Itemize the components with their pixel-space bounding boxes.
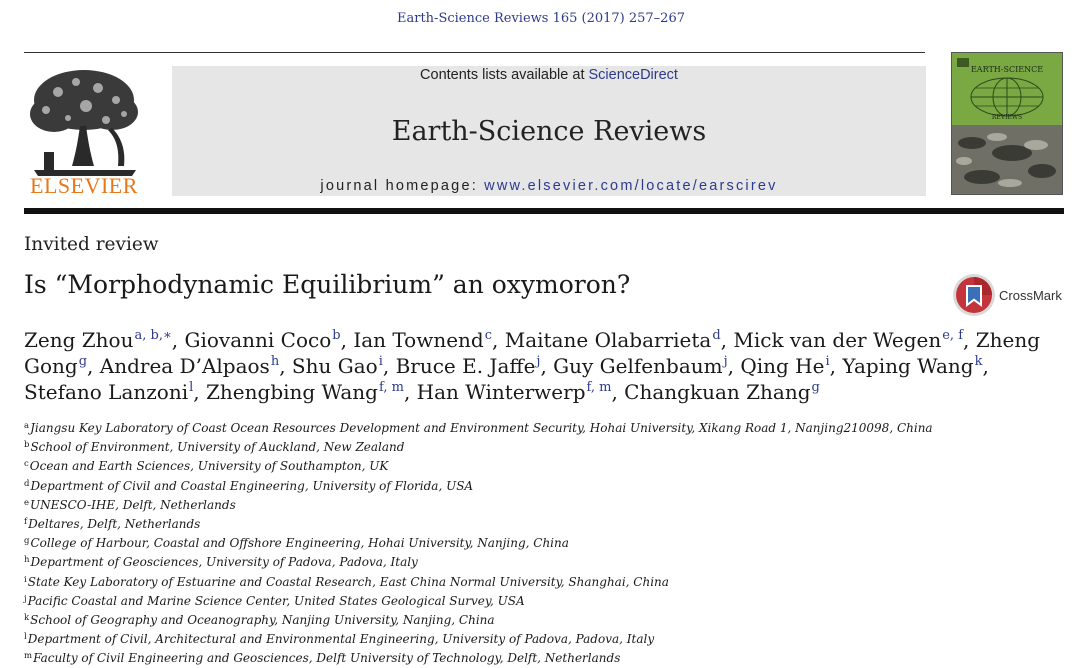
author-name[interactable]: Andrea D’Alpaos	[99, 354, 270, 378]
author-entry	[624, 380, 820, 404]
affiliation-text: Faculty of Civil Engineering and Geosciences, Delft University of Technology, Delft, Netherlands	[33, 651, 621, 666]
affiliation-item	[24, 648, 1064, 667]
journal-banner	[172, 66, 926, 196]
author-name[interactable]: Maitane Olabarrieta	[504, 328, 712, 352]
affiliation-text: Pacific Coastal and Marine Science Center, United States Geological Survey, USA	[27, 593, 525, 608]
author-affiliation-marker[interactable]: k	[974, 354, 983, 369]
affiliation-item	[24, 495, 1064, 514]
affiliation-text: Jiangsu Key Laboratory of Coast Ocean Resources Development and Environment Security, Hohai University, Xikang Road 1, Nanjing210098, China	[30, 421, 933, 435]
author-name[interactable]: Shu Gao	[291, 354, 378, 378]
affiliation-letter: h	[24, 555, 30, 566]
author-name[interactable]: Mick van der Wegen	[733, 328, 942, 352]
affiliation-item	[24, 456, 1064, 475]
affiliation-letter: m	[24, 651, 33, 662]
affiliation-item	[24, 610, 1064, 629]
cover-artwork	[952, 53, 1062, 194]
affiliation-letter: a	[24, 421, 30, 431]
author-list	[24, 327, 1064, 405]
author-separator: ,	[720, 328, 734, 352]
contents-line	[172, 67, 926, 83]
journal-cover-thumbnail[interactable]	[951, 52, 1063, 195]
author-separator: ,	[492, 328, 505, 352]
author-entry	[100, 354, 292, 378]
author-entry	[24, 328, 185, 352]
affiliation-item	[24, 552, 1064, 571]
elsevier-wordmark[interactable]: ELSEVIER	[30, 173, 138, 198]
affiliation-letter: c	[24, 459, 29, 470]
header-thick-rule	[24, 208, 1064, 214]
header-divider	[24, 52, 925, 53]
affiliation-letter: e	[24, 497, 30, 508]
article-title: Is “Morphodynamic Equilibrium” an oxymoron?	[24, 270, 631, 299]
author-separator: ,	[382, 354, 396, 378]
affiliation-text: School of Geography and Oceanography, Nanjing University, Nanjing, China	[30, 613, 495, 628]
cover-title: EARTH-SCIENCE	[970, 65, 1044, 74]
author-name[interactable]: Giovanni Coco	[184, 328, 332, 352]
author-name[interactable]: Guy Gelfenbaum	[553, 354, 723, 378]
author-affiliation-marker[interactable]: h	[270, 354, 280, 369]
cover-subtitle: REVIEWS	[991, 114, 1023, 121]
author-separator: ,	[279, 354, 292, 378]
author-separator: ,	[611, 380, 625, 404]
author-entry	[24, 380, 206, 404]
author-name[interactable]: Qing He	[740, 354, 825, 378]
author-separator: ,	[171, 328, 185, 352]
affiliation-text: School of Environment, University of Auckland, New Zealand	[30, 440, 405, 455]
affiliation-item	[24, 591, 1064, 610]
author-separator: ,	[193, 380, 207, 404]
author-name[interactable]: Zheng Gong	[24, 328, 1041, 378]
article-type: Invited review	[24, 234, 159, 255]
author-name[interactable]: Han Winterwerp	[416, 380, 586, 404]
author-affiliation-marker[interactable]: g	[811, 380, 820, 395]
affiliation-letter: l	[24, 632, 27, 643]
author-entry	[553, 354, 740, 378]
author-affiliation-marker[interactable]: d	[712, 328, 721, 343]
author-affiliation-marker[interactable]: j	[723, 354, 728, 369]
affiliation-letter: i	[24, 574, 27, 585]
author-affiliation-marker[interactable]: a, b,∗	[134, 328, 172, 343]
affiliation-letter: k	[24, 613, 30, 624]
homepage-link[interactable]: www.elsevier.com/locate/earscirev	[484, 178, 778, 194]
affiliation-text: Department of Geosciences, University of Padova, Padova, Italy	[30, 555, 418, 570]
affiliation-text: Department of Civil and Coastal Engineering, University of Florida, USA	[30, 478, 474, 493]
affiliation-text: State Key Laboratory of Estuarine and Coastal Research, East China Normal University, Shanghai, China	[27, 574, 669, 589]
author-entry	[740, 354, 842, 378]
author-entry	[417, 380, 625, 404]
author-entry	[505, 328, 734, 352]
author-name[interactable]: Bruce E. Jaffe	[395, 354, 536, 378]
journal-homepage	[172, 178, 926, 194]
author-separator: ,	[340, 328, 354, 352]
affiliation-item	[24, 572, 1064, 591]
affiliation-text: Department of Civil, Architectural and Environmental Engineering, University of Padova, Padova, Italy	[27, 632, 655, 647]
author-separator: ,	[403, 380, 417, 404]
affiliation-letter: j	[24, 593, 27, 604]
author-separator: ,	[87, 354, 100, 378]
author-entry	[396, 354, 554, 378]
affiliation-text: Ocean and Earth Sciences, University of Southampton, UK	[29, 459, 389, 474]
affiliation-letter: d	[24, 478, 30, 489]
author-entry	[733, 328, 975, 352]
author-separator: ,	[540, 354, 554, 378]
affiliation-item	[24, 514, 1064, 533]
author-affiliation-marker[interactable]: g	[78, 354, 88, 369]
author-affiliation-marker[interactable]: i	[825, 354, 830, 369]
affiliation-text: Deltares, Delft, Netherlands	[28, 517, 201, 532]
author-name[interactable]: Changkuan Zhang	[624, 380, 811, 404]
affiliation-letter: g	[24, 536, 30, 547]
author-affiliation-marker[interactable]: e, f	[942, 328, 964, 343]
crossmark-badge[interactable]	[952, 273, 1070, 321]
author-affiliation-marker[interactable]: l	[189, 380, 194, 395]
author-name[interactable]: Ian Townend	[353, 328, 484, 352]
affiliation-item	[24, 629, 1064, 648]
crossmark-icon	[952, 273, 996, 317]
author-entry	[185, 328, 354, 352]
affiliation-letter: b	[24, 440, 30, 451]
author-name[interactable]: Yaping Wang	[842, 354, 974, 378]
affiliation-text: UNESCO-IHE, Delft, Netherlands	[30, 497, 236, 512]
journal-citation[interactable]: Earth-Science Reviews 165 (2017) 257–267	[397, 11, 685, 26]
author-name[interactable]: Zhengbing Wang	[206, 380, 378, 404]
author-affiliation-marker[interactable]: f, m	[586, 380, 612, 395]
author-affiliation-marker[interactable]: f, m	[378, 380, 404, 395]
author-separator: ,	[829, 354, 843, 378]
author-separator: ,	[982, 354, 989, 378]
author-affiliation-marker[interactable]: i	[378, 354, 383, 369]
crossmark-label: CrossMark	[999, 288, 1062, 303]
author-affiliation-marker[interactable]: b	[332, 328, 341, 343]
homepage-prefix: journal homepage:	[320, 178, 485, 194]
author-entry	[206, 380, 417, 404]
author-separator: ,	[963, 328, 976, 352]
author-name[interactable]: Stefano Lanzoni	[24, 380, 189, 404]
contents-prefix: Contents lists available at	[420, 67, 589, 83]
author-entry	[353, 328, 504, 352]
affiliation-letter: f	[24, 517, 28, 528]
author-entry	[842, 354, 989, 378]
affiliation-text: College of Harbour, Coastal and Offshore Engineering, Hohai University, Nanjing, China	[30, 536, 569, 551]
affiliation-item	[24, 476, 1064, 495]
affiliation-list	[24, 418, 1064, 668]
author-affiliation-marker[interactable]: c	[484, 328, 493, 343]
sciencedirect-link[interactable]: ScienceDirect	[588, 67, 678, 83]
affiliation-item	[24, 533, 1064, 552]
affiliation-item	[24, 437, 1064, 456]
author-affiliation-marker[interactable]: j	[536, 354, 541, 369]
author-entry	[292, 354, 396, 378]
author-name[interactable]: Zeng Zhou	[24, 328, 134, 352]
journal-title: Earth-Science Reviews	[391, 116, 707, 147]
affiliation-item	[24, 418, 1064, 437]
author-separator: ,	[727, 354, 741, 378]
